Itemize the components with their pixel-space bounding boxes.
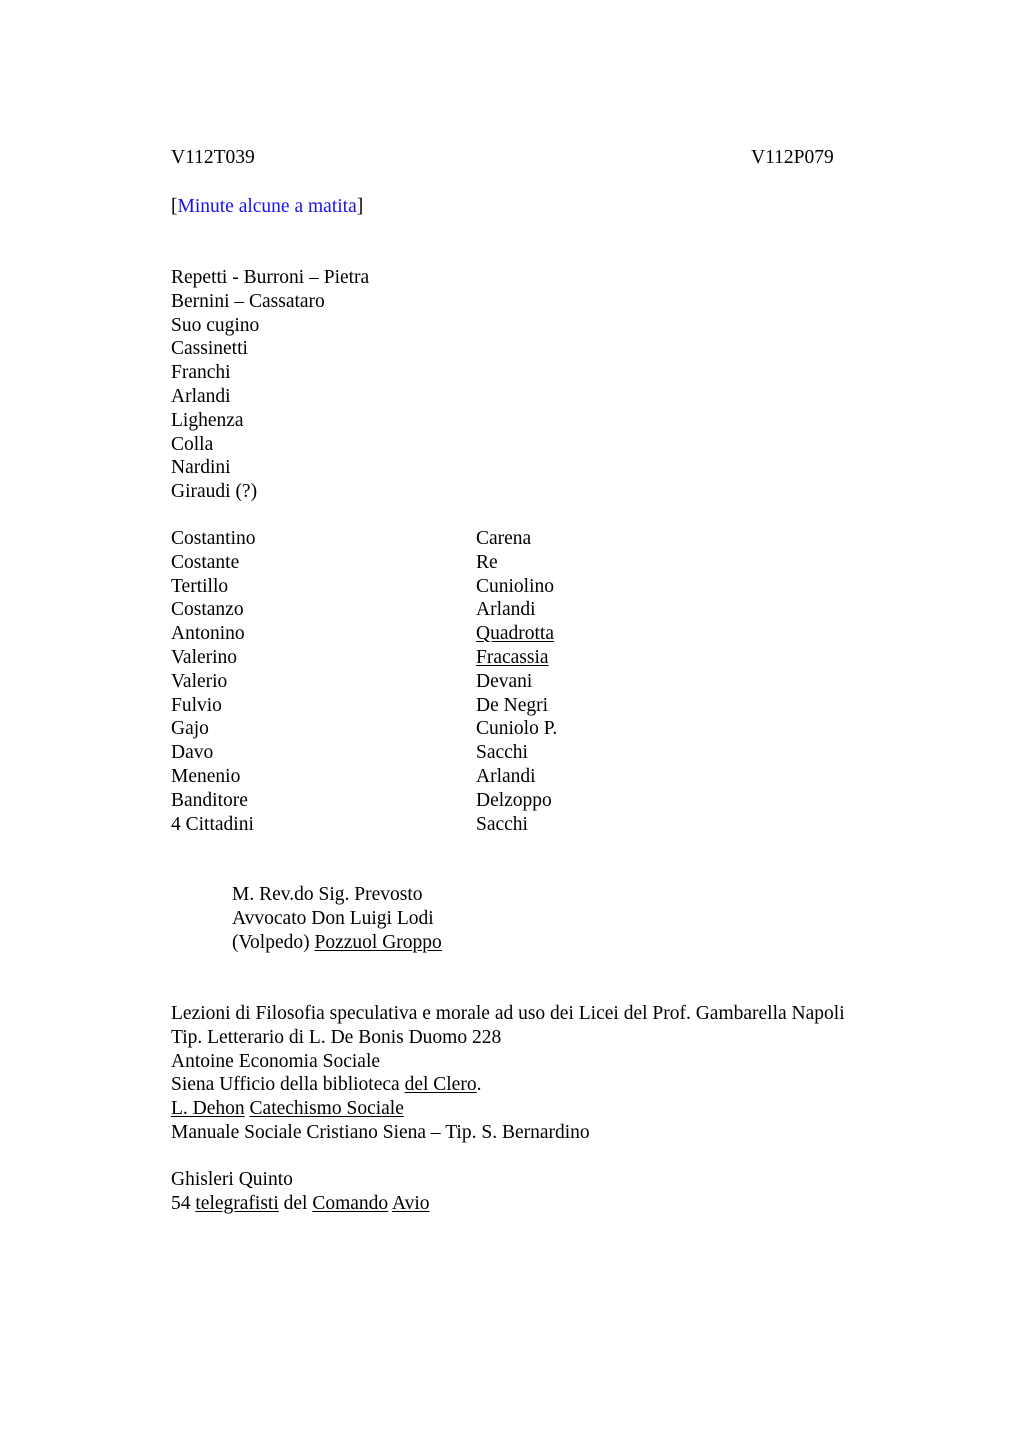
bibliography-text: .	[476, 1074, 482, 1096]
address-town: (Volpedo)	[232, 931, 315, 953]
cast-actor: Arlandi	[476, 599, 536, 621]
bibliography-line	[171, 1097, 845, 1121]
closing-block	[171, 1168, 430, 1216]
names-item: Nardini	[171, 457, 231, 479]
address-place: Pozzuol Groppo	[314, 931, 442, 953]
names-item: Cassinetti	[171, 338, 248, 360]
closing-number: 54	[171, 1192, 196, 1214]
note-text: Minute alcune a matita	[177, 196, 357, 217]
closing-text: del	[278, 1192, 313, 1214]
names-item: Bernini – Cassataro	[171, 290, 325, 312]
address-line: M. Rev.do Sig. Prevosto	[232, 884, 423, 905]
closing-line	[171, 1192, 430, 1216]
cast-role: Tertillo	[171, 575, 229, 597]
names-item: Repetti - Burroni – Pietra	[171, 267, 370, 288]
bibliography-text: Siena Ufficio della biblioteca	[171, 1074, 405, 1096]
address-line	[232, 931, 442, 955]
note-open-bracket: [	[171, 196, 178, 217]
names-item: Giraudi (?)	[171, 481, 258, 503]
cast-actor: Re	[476, 551, 498, 573]
bibliography-author: L. Dehon	[171, 1098, 245, 1120]
cast-role: Costante	[171, 551, 240, 573]
bibliography-line	[171, 1073, 845, 1097]
cast-actor: De Negri	[476, 694, 549, 716]
cast-row	[171, 551, 691, 575]
cast-row	[171, 670, 691, 694]
bibliography-line: Manuale Sociale Cristiano Siena – Tip. S. Bernardino	[171, 1121, 590, 1143]
closing-line: Ghisleri Quinto	[171, 1169, 293, 1190]
names-item: Colla	[171, 433, 214, 455]
cast-actor: Quadrotta	[476, 623, 554, 645]
cast-role: Antonino	[171, 623, 245, 645]
closing-underlined-word: Avio	[392, 1192, 430, 1214]
cast-actor: Fracassia	[476, 646, 549, 668]
cast-role: Valerio	[171, 670, 228, 692]
cast-actor: Sacchi	[476, 813, 528, 835]
bibliography-title: Catechismo Sociale	[249, 1098, 404, 1120]
cast-row	[171, 646, 691, 670]
editorial-note	[171, 195, 363, 219]
cast-role: Gajo	[171, 718, 209, 740]
cast-row	[171, 789, 691, 813]
address-line: Avvocato Don Luigi Lodi	[232, 907, 434, 929]
names-item: Suo cugino	[171, 314, 260, 336]
cast-role: Valerino	[171, 646, 238, 668]
bibliography-line: Antoine Economia Sociale	[171, 1050, 381, 1072]
cast-actor: Cuniolino	[476, 575, 555, 597]
names-item: Lighenza	[171, 409, 244, 431]
note-close-bracket: ]	[356, 196, 364, 217]
cast-list	[171, 527, 691, 836]
document-code-left: V112T039	[171, 147, 255, 168]
cast-actor: Sacchi	[476, 742, 528, 764]
closing-underlined-word: Comando	[312, 1192, 389, 1214]
cast-actor: Arlandi	[476, 765, 536, 787]
names-list	[171, 266, 369, 504]
cast-role: Banditore	[171, 789, 248, 811]
cast-row	[171, 717, 691, 741]
cast-role: Fulvio	[171, 694, 222, 716]
bibliography-underlined: del Clero	[404, 1074, 477, 1096]
bibliography-line: Tip. Letterario di L. De Bonis Duomo 228	[171, 1026, 502, 1048]
bibliography-block	[171, 1002, 845, 1145]
address-block	[232, 883, 442, 954]
cast-row	[171, 598, 691, 622]
cast-role: Davo	[171, 742, 214, 764]
cast-row	[171, 694, 691, 718]
closing-underlined-word: telegrafisti	[195, 1192, 279, 1214]
cast-role: Costantino	[171, 528, 256, 549]
cast-actor: Cuniolo P.	[476, 718, 558, 740]
cast-role: 4 Cittadini	[171, 813, 254, 835]
cast-role: Costanzo	[171, 599, 244, 621]
cast-role: Menenio	[171, 765, 241, 787]
cast-row	[171, 622, 691, 646]
cast-actor: Devani	[476, 670, 533, 692]
cast-row	[171, 765, 691, 789]
cast-row	[171, 575, 691, 599]
names-item: Arlandi	[171, 385, 231, 407]
cast-row	[171, 741, 691, 765]
names-item: Franchi	[171, 362, 231, 384]
cast-actor: Carena	[476, 528, 532, 549]
cast-row	[171, 527, 691, 551]
bibliography-line: Lezioni di Filosofia speculativa e morale ad uso dei Licei del Prof. Gambarella Napoli	[171, 1003, 845, 1024]
document-code-right: V112P079	[751, 147, 834, 168]
cast-actor: Delzoppo	[476, 789, 552, 811]
cast-row	[171, 813, 691, 837]
